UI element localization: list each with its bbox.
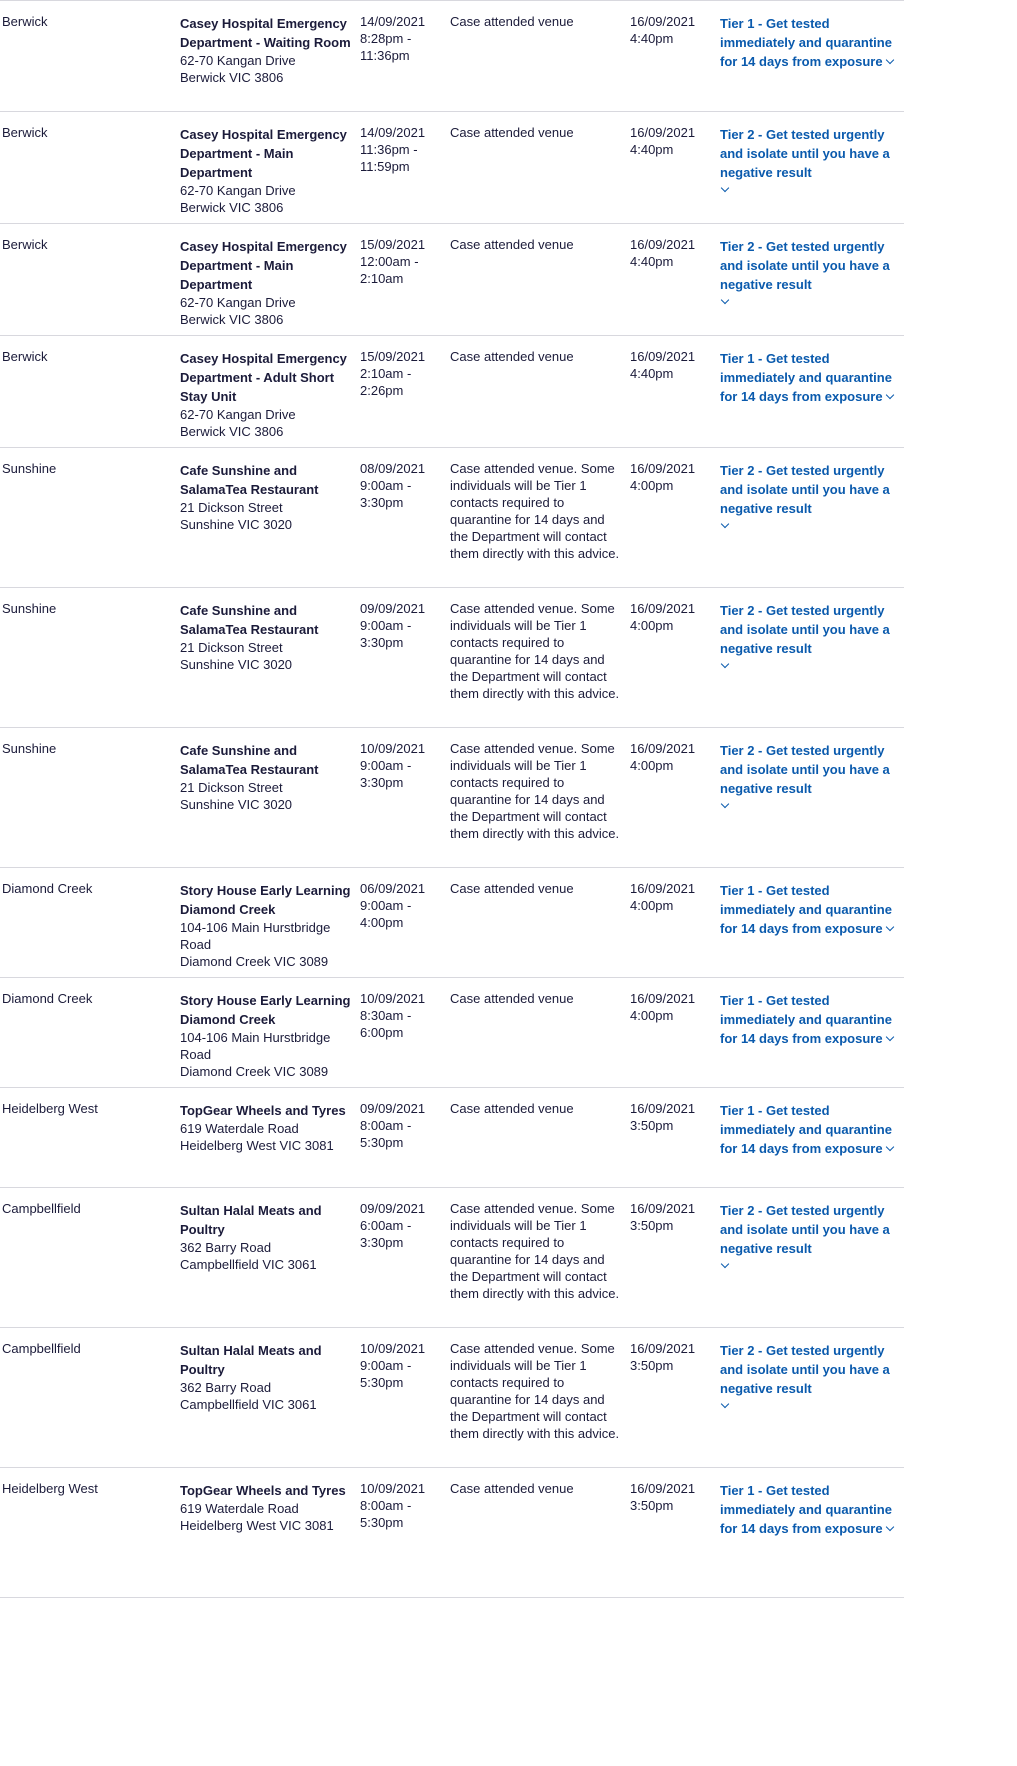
suburb-cell: Berwick: [2, 125, 48, 140]
table-row: [0, 1468, 904, 1598]
health-advice-text: Tier 2 - Get tested urgently and isolate until you have a negative result: [720, 239, 890, 292]
exposure-time-cell: [360, 112, 450, 223]
health-advice-toggle[interactable]: [720, 881, 898, 938]
exposure-time: 09/09/2021 6:00am - 3:30pm: [360, 1201, 426, 1250]
exposure-time: 14/09/2021 8:28pm - 11:36pm: [360, 14, 426, 63]
site-name: Casey Hospital Emergency Department - Adult Short Stay Unit: [180, 351, 347, 404]
notes-cell: Case attended venue: [450, 14, 574, 29]
exposure-time-cell: [360, 868, 450, 977]
notes-cell: Case attended venue: [450, 881, 574, 896]
health-advice-cell: [720, 868, 904, 977]
site-address: 362 Barry Road Campbellfield VIC 3061: [180, 1380, 317, 1412]
health-advice-toggle[interactable]: [720, 991, 898, 1048]
health-advice-toggle[interactable]: [720, 237, 898, 303]
site-address: 21 Dickson Street Sunshine VIC 3020: [180, 500, 293, 532]
site-address: 619 Waterdale Road Heidelberg West VIC 3081: [180, 1501, 334, 1533]
table-row: [0, 1088, 904, 1188]
chevron-down-icon: [885, 391, 893, 399]
suburb-cell: Sunshine: [2, 741, 57, 756]
health-advice-toggle[interactable]: [720, 349, 898, 406]
chevron-down-icon: [721, 296, 729, 304]
site-address: 62-70 Kangan Drive Berwick VIC 3806: [180, 295, 296, 327]
added-time-cell: [630, 224, 720, 335]
site-name: Casey Hospital Emergency Department - Main Department: [180, 239, 347, 292]
table-row: [0, 0, 904, 112]
suburb-cell: Campbellfield: [2, 1341, 81, 1356]
health-advice-cell: [720, 1188, 904, 1327]
exposure-time-cell: [360, 1188, 450, 1327]
added-time: 16/09/2021 4:40pm: [630, 125, 696, 157]
added-time-cell: [630, 1468, 720, 1597]
suburb-cell: Berwick: [2, 14, 48, 29]
site-cell: [180, 1328, 360, 1467]
chevron-down-icon: [721, 1400, 729, 1408]
added-time: 16/09/2021 4:00pm: [630, 741, 696, 773]
notes-cell: Case attended venue: [450, 349, 574, 364]
site-address: 104-106 Main Hurstbridge Road Diamond Creek VIC 3089: [180, 1030, 331, 1079]
health-advice-toggle[interactable]: [720, 601, 898, 667]
site-name: Sultan Halal Meats and Poultry: [180, 1203, 322, 1237]
site-address: 362 Barry Road Campbellfield VIC 3061: [180, 1240, 317, 1272]
notes-cell: Case attended venue. Some individuals will be Tier 1 contacts required to quarantine for 14 days and the Department will contact them directly with this advice.: [450, 461, 620, 561]
chevron-down-icon: [721, 184, 729, 192]
exposure-time-cell: [360, 448, 450, 587]
added-time-cell: [630, 336, 720, 447]
added-time-cell: [630, 1328, 720, 1467]
exposure-time-cell: [360, 1328, 450, 1467]
added-time-cell: [630, 1188, 720, 1327]
health-advice-text: Tier 1 - Get tested immediately and quarantine for 14 days from exposure: [720, 16, 892, 69]
added-time: 16/09/2021 4:40pm: [630, 349, 696, 381]
health-advice-toggle[interactable]: [720, 1201, 898, 1267]
health-advice-cell: [720, 978, 904, 1087]
site-name: Story House Early Learning Diamond Creek: [180, 883, 351, 917]
chevron-down-icon: [885, 56, 893, 64]
site-address: 62-70 Kangan Drive Berwick VIC 3806: [180, 183, 296, 215]
health-advice-toggle[interactable]: [720, 1481, 898, 1538]
health-advice-cell: [720, 1328, 904, 1467]
site-cell: [180, 1, 360, 111]
exposure-time: 08/09/2021 9:00am - 3:30pm: [360, 461, 426, 510]
site-address: 62-70 Kangan Drive Berwick VIC 3806: [180, 407, 296, 439]
health-advice-toggle[interactable]: [720, 14, 898, 71]
added-time: 16/09/2021 4:00pm: [630, 881, 696, 913]
site-address: 21 Dickson Street Sunshine VIC 3020: [180, 640, 293, 672]
notes-cell: Case attended venue: [450, 237, 574, 252]
exposure-time-cell: [360, 728, 450, 867]
exposure-time: 10/09/2021 8:30am - 6:00pm: [360, 991, 426, 1040]
health-advice-toggle[interactable]: [720, 741, 898, 807]
table-row: [0, 588, 904, 728]
exposure-time-cell: [360, 224, 450, 335]
health-advice-text: Tier 1 - Get tested immediately and quarantine for 14 days from exposure: [720, 883, 892, 936]
added-time: 16/09/2021 3:50pm: [630, 1201, 696, 1233]
site-cell: [180, 868, 360, 977]
suburb-cell: Campbellfield: [2, 1201, 81, 1216]
health-advice-toggle[interactable]: [720, 1341, 898, 1407]
health-advice-text: Tier 2 - Get tested urgently and isolate until you have a negative result: [720, 127, 890, 180]
exposure-time: 10/09/2021 9:00am - 5:30pm: [360, 1341, 426, 1390]
notes-cell: Case attended venue. Some individuals will be Tier 1 contacts required to quarantine for 14 days and the Department will contact them directly with this advice.: [450, 1341, 620, 1441]
added-time: 16/09/2021 3:50pm: [630, 1341, 696, 1373]
notes-cell: Case attended venue: [450, 1481, 574, 1496]
site-cell: [180, 112, 360, 223]
chevron-down-icon: [885, 923, 893, 931]
suburb-cell: Diamond Creek: [2, 881, 93, 896]
notes-cell: Case attended venue. Some individuals will be Tier 1 contacts required to quarantine for 14 days and the Department will contact them directly with this advice.: [450, 1201, 620, 1301]
notes-cell: Case attended venue: [450, 1101, 574, 1116]
chevron-down-icon: [721, 1260, 729, 1268]
health-advice-text: Tier 1 - Get tested immediately and quarantine for 14 days from exposure: [720, 1483, 892, 1536]
added-time-cell: [630, 728, 720, 867]
suburb-cell: Heidelberg West: [2, 1101, 98, 1116]
health-advice-text: Tier 2 - Get tested urgently and isolate until you have a negative result: [720, 603, 890, 656]
site-name: TopGear Wheels and Tyres: [180, 1103, 346, 1118]
table-row: [0, 336, 904, 448]
suburb-cell: Diamond Creek: [2, 991, 93, 1006]
health-advice-text: Tier 2 - Get tested urgently and isolate until you have a negative result: [720, 1203, 890, 1256]
exposure-time: 10/09/2021 9:00am - 3:30pm: [360, 741, 426, 790]
site-cell: [180, 1188, 360, 1327]
table-row: [0, 448, 904, 588]
suburb-cell: Sunshine: [2, 461, 57, 476]
chevron-down-icon: [721, 800, 729, 808]
chevron-down-icon: [885, 1033, 893, 1041]
added-time: 16/09/2021 4:00pm: [630, 601, 696, 633]
added-time-cell: [630, 978, 720, 1087]
table-row: [0, 1188, 904, 1328]
added-time-cell: [630, 112, 720, 223]
exposure-time: 14/09/2021 11:36pm - 11:59pm: [360, 125, 426, 174]
table-row: [0, 868, 904, 978]
site-cell: [180, 224, 360, 335]
chevron-down-icon: [721, 520, 729, 528]
site-cell: [180, 336, 360, 447]
site-cell: [180, 1468, 360, 1597]
table-row: [0, 728, 904, 868]
exposure-time: 10/09/2021 8:00am - 5:30pm: [360, 1481, 426, 1530]
site-address: 104-106 Main Hurstbridge Road Diamond Creek VIC 3089: [180, 920, 331, 969]
site-name: Cafe Sunshine and SalamaTea Restaurant: [180, 463, 319, 497]
exposure-time-cell: [360, 1, 450, 111]
site-name: Sultan Halal Meats and Poultry: [180, 1343, 322, 1377]
site-address: 62-70 Kangan Drive Berwick VIC 3806: [180, 53, 296, 85]
site-address: 21 Dickson Street Sunshine VIC 3020: [180, 780, 293, 812]
health-advice-cell: [720, 588, 904, 727]
added-time-cell: [630, 448, 720, 587]
exposure-time-cell: [360, 1088, 450, 1187]
site-name: Cafe Sunshine and SalamaTea Restaurant: [180, 603, 319, 637]
site-name: TopGear Wheels and Tyres: [180, 1483, 346, 1498]
table-row: [0, 224, 904, 336]
health-advice-cell: [720, 728, 904, 867]
added-time: 16/09/2021 4:00pm: [630, 461, 696, 493]
health-advice-text: Tier 1 - Get tested immediately and quarantine for 14 days from exposure: [720, 351, 892, 404]
exposure-time-cell: [360, 978, 450, 1087]
added-time: 16/09/2021 4:40pm: [630, 14, 696, 46]
health-advice-toggle[interactable]: [720, 125, 898, 191]
exposure-time: 09/09/2021 8:00am - 5:30pm: [360, 1101, 426, 1150]
health-advice-toggle[interactable]: [720, 1101, 898, 1158]
health-advice-cell: [720, 1, 904, 111]
notes-cell: Case attended venue. Some individuals will be Tier 1 contacts required to quarantine for 14 days and the Department will contact them directly with this advice.: [450, 601, 620, 701]
exposure-time-cell: [360, 1468, 450, 1597]
chevron-down-icon: [721, 660, 729, 668]
health-advice-cell: [720, 448, 904, 587]
site-address: 619 Waterdale Road Heidelberg West VIC 3081: [180, 1121, 334, 1153]
chevron-down-icon: [885, 1523, 893, 1531]
suburb-cell: Sunshine: [2, 601, 57, 616]
added-time-cell: [630, 1, 720, 111]
site-cell: [180, 448, 360, 587]
notes-cell: Case attended venue. Some individuals will be Tier 1 contacts required to quarantine for 14 days and the Department will contact them directly with this advice.: [450, 741, 620, 841]
health-advice-cell: [720, 112, 904, 223]
added-time-cell: [630, 1088, 720, 1187]
site-cell: [180, 588, 360, 727]
health-advice-text: Tier 2 - Get tested urgently and isolate until you have a negative result: [720, 463, 890, 516]
site-name: Cafe Sunshine and SalamaTea Restaurant: [180, 743, 319, 777]
added-time: 16/09/2021 4:00pm: [630, 991, 696, 1023]
table-row: [0, 978, 904, 1088]
notes-cell: Case attended venue: [450, 991, 574, 1006]
suburb-cell: Berwick: [2, 237, 48, 252]
added-time: 16/09/2021 3:50pm: [630, 1481, 696, 1513]
health-advice-cell: [720, 336, 904, 447]
health-advice-cell: [720, 1088, 904, 1187]
site-cell: [180, 978, 360, 1087]
health-advice-cell: [720, 1468, 904, 1597]
exposure-time: 09/09/2021 9:00am - 3:30pm: [360, 601, 426, 650]
exposure-time-cell: [360, 336, 450, 447]
suburb-cell: Berwick: [2, 349, 48, 364]
table-row: [0, 112, 904, 224]
added-time-cell: [630, 868, 720, 977]
health-advice-cell: [720, 224, 904, 335]
health-advice-toggle[interactable]: [720, 461, 898, 527]
exposure-time: 15/09/2021 2:10am - 2:26pm: [360, 349, 426, 398]
site-cell: [180, 1088, 360, 1187]
suburb-cell: Heidelberg West: [2, 1481, 98, 1496]
notes-cell: Case attended venue: [450, 125, 574, 140]
exposure-time-cell: [360, 588, 450, 727]
site-name: Casey Hospital Emergency Department - Waiting Room: [180, 16, 351, 50]
health-advice-text: Tier 1 - Get tested immediately and quarantine for 14 days from exposure: [720, 993, 892, 1046]
health-advice-text: Tier 2 - Get tested urgently and isolate until you have a negative result: [720, 1343, 890, 1396]
site-name: Casey Hospital Emergency Department - Main Department: [180, 127, 347, 180]
added-time: 16/09/2021 3:50pm: [630, 1101, 696, 1133]
exposure-time: 06/09/2021 9:00am - 4:00pm: [360, 881, 426, 930]
added-time: 16/09/2021 4:40pm: [630, 237, 696, 269]
site-cell: [180, 728, 360, 867]
chevron-down-icon: [885, 1143, 893, 1151]
health-advice-text: Tier 1 - Get tested immediately and quarantine for 14 days from exposure: [720, 1103, 892, 1156]
health-advice-text: Tier 2 - Get tested urgently and isolate until you have a negative result: [720, 743, 890, 796]
added-time-cell: [630, 588, 720, 727]
site-name: Story House Early Learning Diamond Creek: [180, 993, 351, 1027]
table-row: [0, 1328, 904, 1468]
exposure-time: 15/09/2021 12:00am - 2:10am: [360, 237, 426, 286]
